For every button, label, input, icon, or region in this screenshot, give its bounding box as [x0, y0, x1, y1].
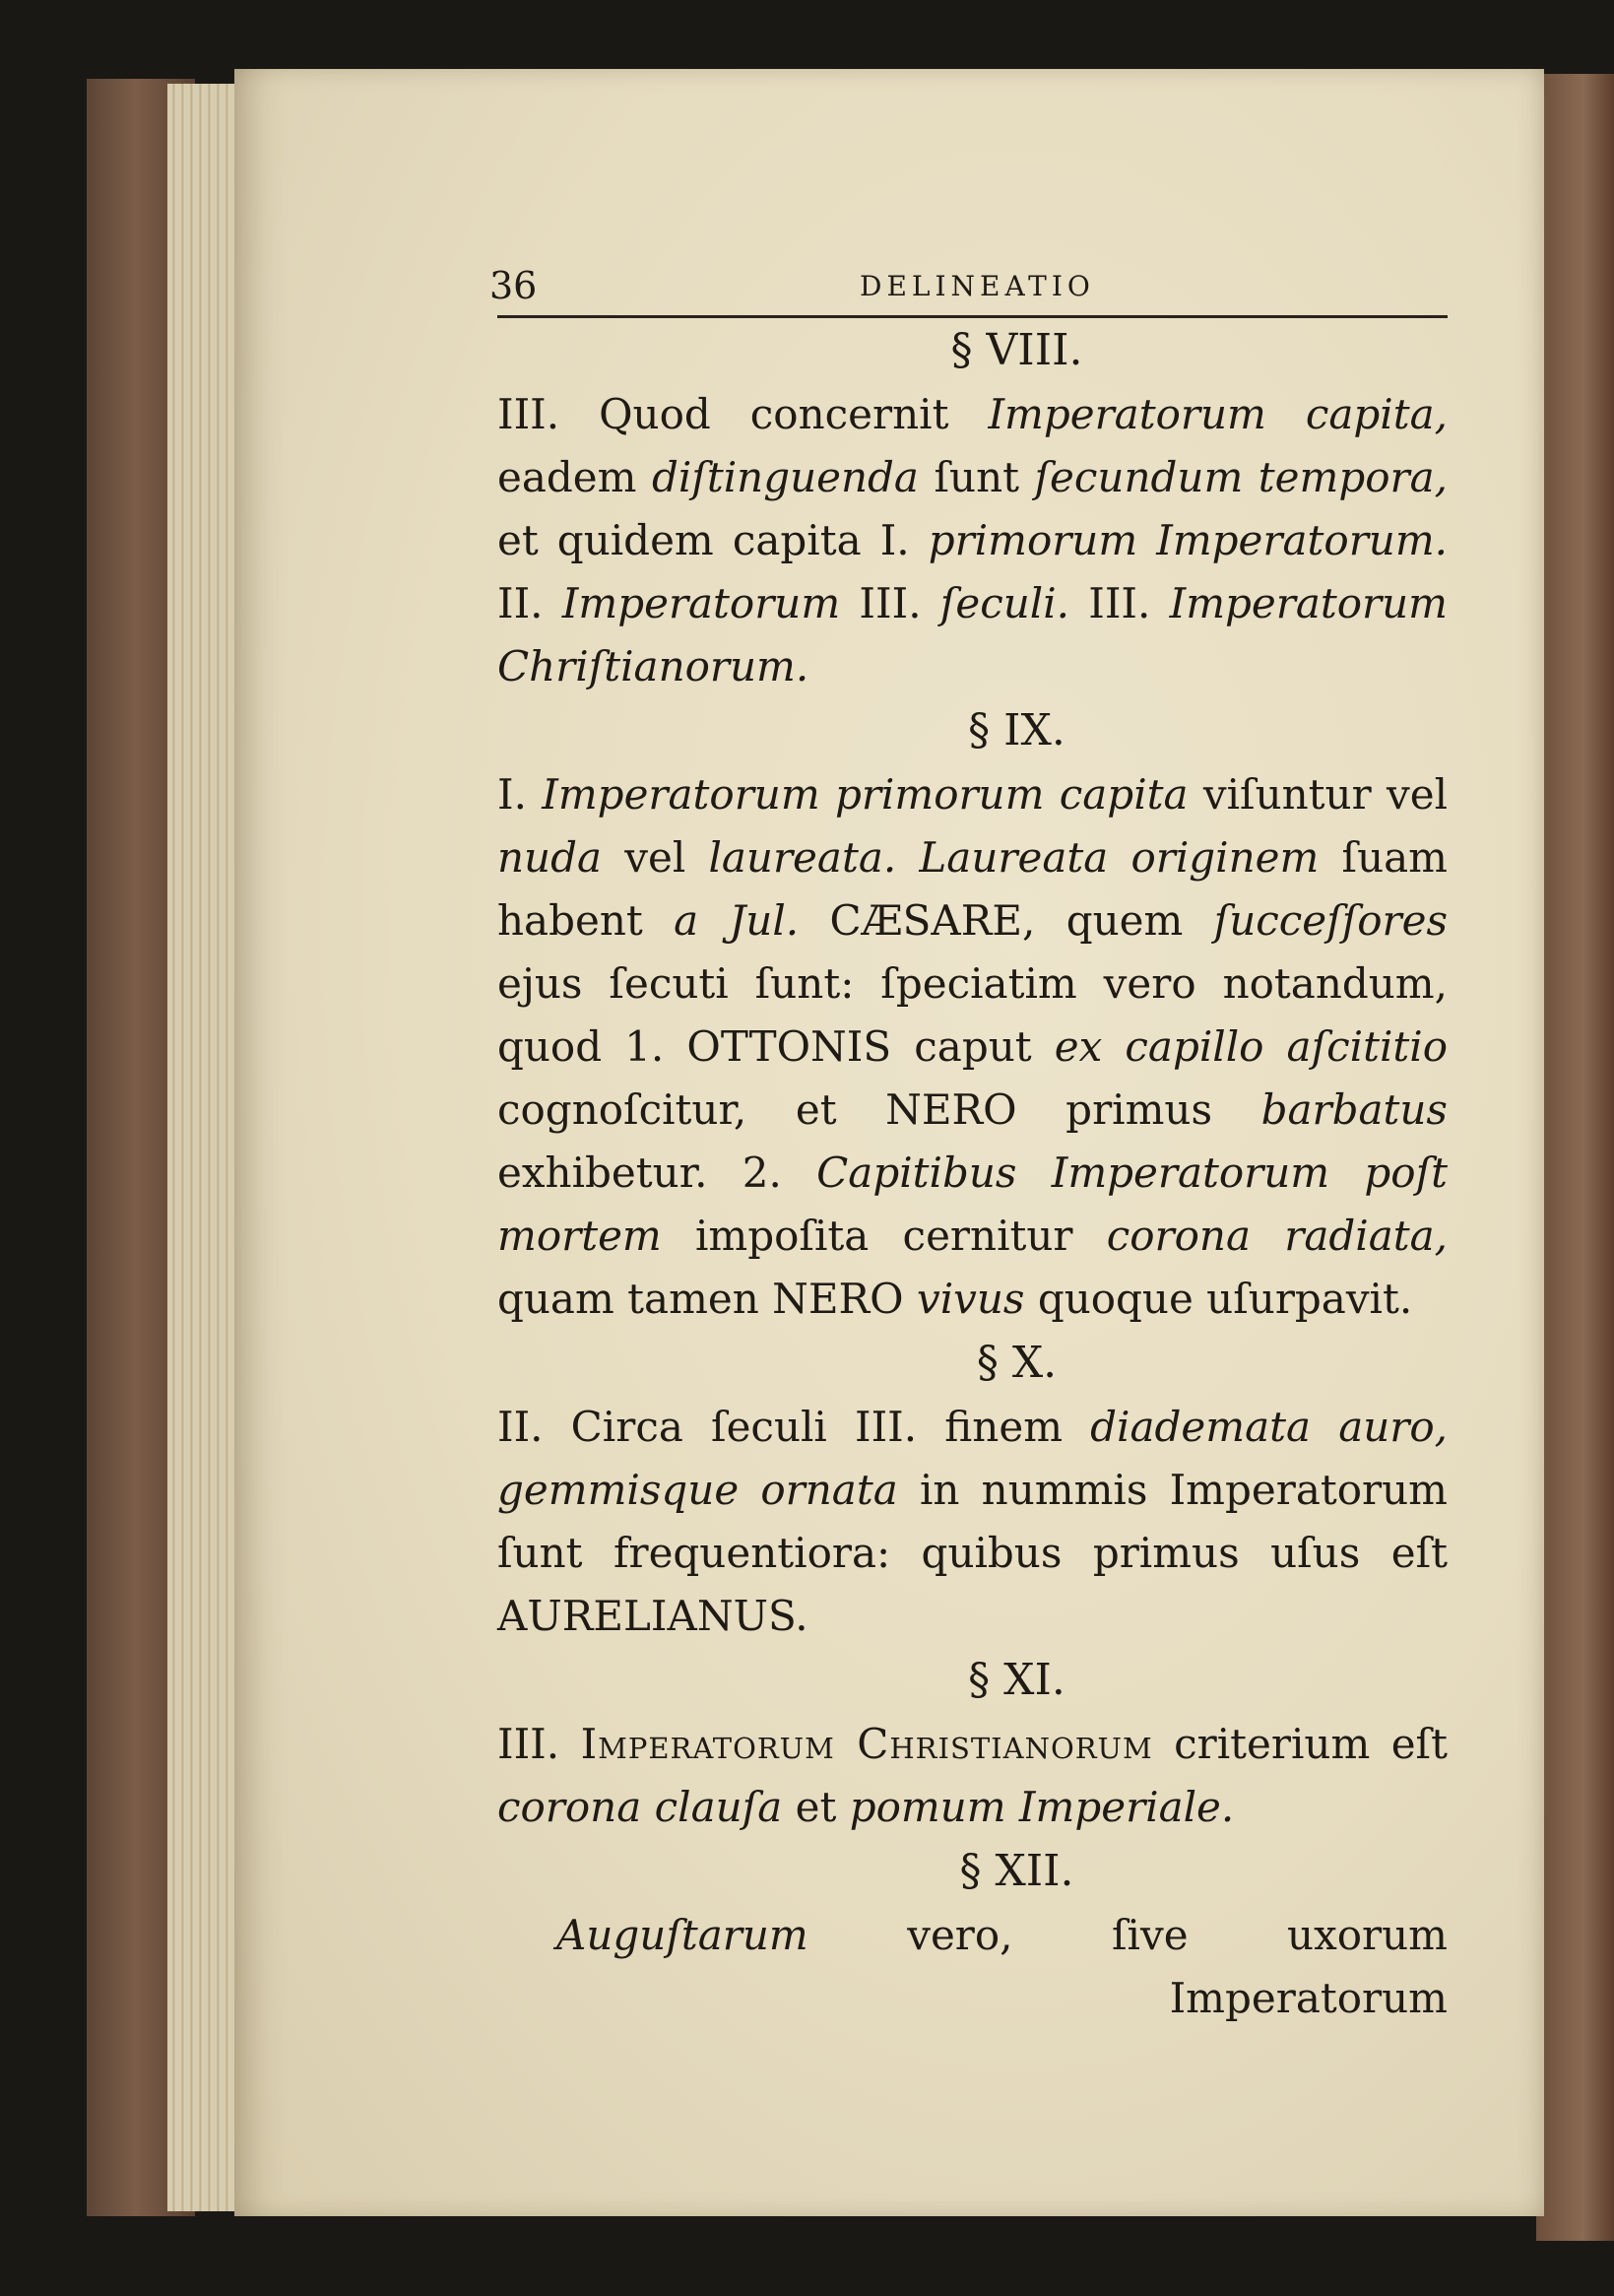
paragraph-x: II. Circa ſeculi III. finem diademata auro, gemmisque ornata in nummis Imperatorum ſunt frequentiora: quibus primus uſus eſt AURELIANUS.: [497, 1403, 1449, 1640]
section-heading-viii: § VIII.: [950, 325, 1083, 375]
paragraph-ix: I. Imperatorum primorum capita viſuntur vel nuda vel laureata. Laureata originem ſuam habent a Jul. CÆSARE, quem ſucceſſores ejus ſecuti ſunt: ſpeciatim vero notandum, quod 1. OTTONIS caput ex capillo aſcititio cognoſcitur, et NERO primus barbatus exhibetur. 2. Capitibus Imperatorum poſt mortem impoſita cernitur corona radiata, quam tamen NERO vivus quoque uſurpavit.: [497, 770, 1449, 1323]
page-header: [489, 256, 1448, 318]
section-heading-xi: § XI.: [968, 1655, 1065, 1705]
page-number: 36: [489, 264, 538, 307]
book-cover-right: [1536, 74, 1614, 2241]
section-heading-x: § X.: [976, 1338, 1058, 1388]
page-text: [489, 256, 1449, 2030]
paragraph-xii: Auguſtarum vero, ſive uxorum Imperatorum: [556, 1911, 1448, 2022]
section-heading-xii: § XII.: [959, 1846, 1074, 1896]
paragraph-viii: III. Quod concernit Imperatorum capita, eadem diſtinguenda ſunt ſecundum tempora, et quidem capita I. primorum Imperatorum. II. Imperatorum III. ſeculi. III. Imperatorum Chriſtianorum.: [497, 390, 1449, 690]
paragraph-xi: III. Imperatorum Christianorum criterium eſt corona clauſa et pomum Imperiale.: [497, 1720, 1448, 1831]
section-heading-ix: § IX.: [968, 705, 1065, 755]
running-title: DELINEATIO: [860, 270, 1095, 302]
